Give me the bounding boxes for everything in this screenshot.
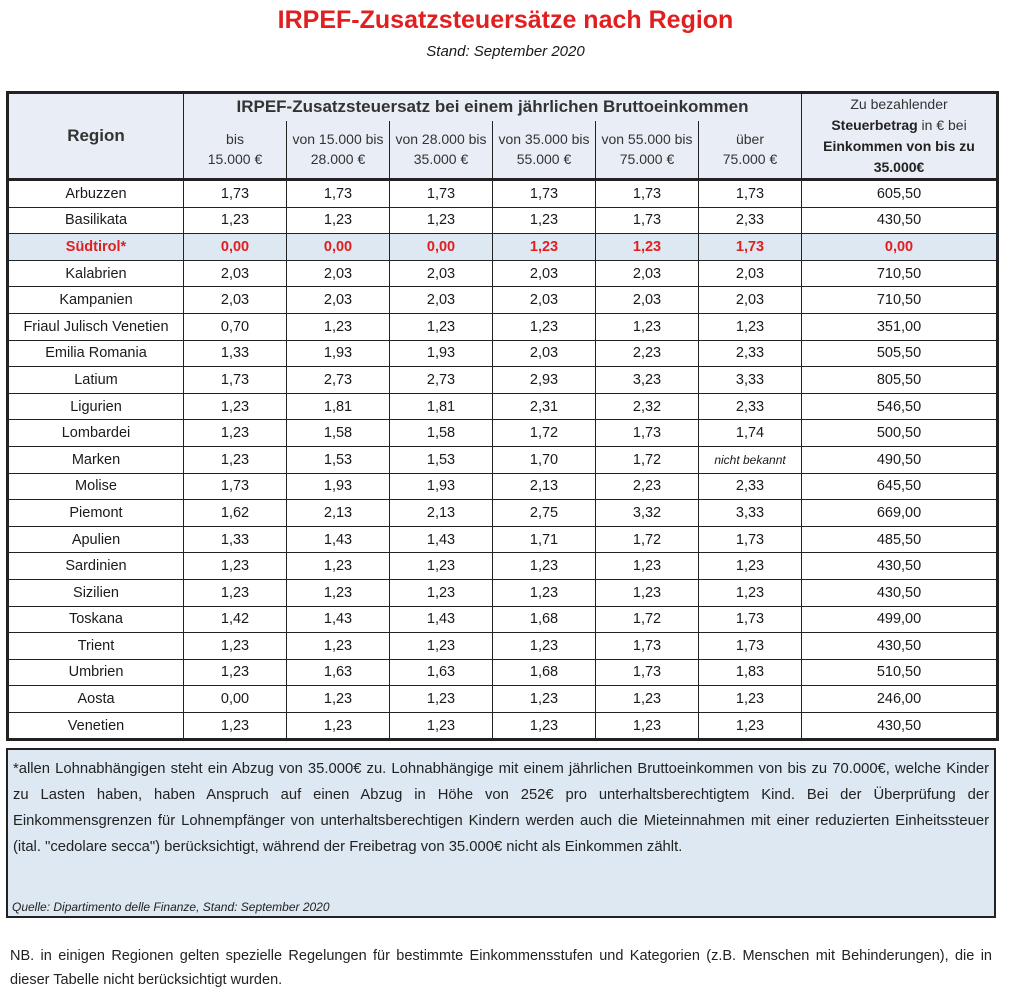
rate-cell: 1,23	[596, 712, 699, 740]
rate-cell: 1,23	[390, 553, 493, 580]
rate-cell: 1,23	[184, 659, 287, 686]
table-row	[8, 526, 998, 553]
amount-cell: 710,50	[802, 260, 998, 287]
rate-cell: 1,23	[390, 633, 493, 660]
rate-cell: nicht bekannt	[699, 446, 802, 473]
rate-cell: 2,33	[699, 393, 802, 420]
rate-cell: 2,33	[699, 473, 802, 500]
rate-cell: 1,23	[493, 313, 596, 340]
region-cell: Molise	[8, 473, 184, 500]
region-cell: Piemont	[8, 500, 184, 527]
rate-cell: 1,23	[287, 207, 390, 234]
amount-cell: 430,50	[802, 633, 998, 660]
region-cell: Friaul Julisch Venetien	[8, 313, 184, 340]
rate-cell: 0,00	[184, 234, 287, 261]
table-row	[8, 287, 998, 314]
rate-cell: 1,23	[699, 712, 802, 740]
amount-cell: 510,50	[802, 659, 998, 686]
rate-cell: 1,73	[596, 420, 699, 447]
amount-cell: 430,50	[802, 579, 998, 606]
rate-cell: 1,72	[596, 606, 699, 633]
rate-cell: 1,73	[699, 526, 802, 553]
rate-cell: 1,23	[493, 234, 596, 261]
rate-cell: 2,31	[493, 393, 596, 420]
nb-note: NB. in einigen Regionen gelten spezielle Regelungen für bestimmte Einkommensstufen und Kategorien (z.B. Menschen mit Behinderungen), die in dieser Tabelle nicht berücksichtigt wurden.	[10, 948, 992, 988]
rate-cell: 2,33	[699, 340, 802, 367]
region-cell: Emilia Romania	[8, 340, 184, 367]
rate-cell: 1,68	[493, 606, 596, 633]
rate-cell: 1,63	[390, 659, 493, 686]
rate-cell: 2,13	[287, 500, 390, 527]
rate-cell: 1,72	[596, 526, 699, 553]
region-cell: Ligurien	[8, 393, 184, 420]
bracket-column-header: von 15.000 bis 28.000 €	[287, 121, 390, 180]
rate-cell: 1,23	[493, 207, 596, 234]
rate-cell: 1,73	[699, 633, 802, 660]
rate-cell: 3,32	[596, 500, 699, 527]
bracket-column-header: von 28.000 bis 35.000 €	[390, 121, 493, 180]
table-row	[8, 500, 998, 527]
rate-cell: 1,73	[596, 207, 699, 234]
table-row	[8, 420, 998, 447]
amount-cell: 485,50	[802, 526, 998, 553]
table-row	[8, 579, 998, 606]
region-cell: Basilikata	[8, 207, 184, 234]
rate-cell: 1,73	[596, 633, 699, 660]
amount-cell: 490,50	[802, 446, 998, 473]
region-cell: Sardinien	[8, 553, 184, 580]
region-cell: Kampanien	[8, 287, 184, 314]
page-subtitle: Stand: September 2020	[426, 43, 585, 60]
amount-cell: 546,50	[802, 393, 998, 420]
rate-cell: 1,23	[184, 446, 287, 473]
rate-cell: 2,03	[493, 340, 596, 367]
rate-cell: 1,23	[184, 207, 287, 234]
table-row	[8, 446, 998, 473]
rate-cell: 1,23	[596, 313, 699, 340]
region-cell: Venetien	[8, 712, 184, 740]
rate-cell: 1,23	[287, 633, 390, 660]
rate-cell: 1,23	[184, 553, 287, 580]
rate-cell: 1,23	[184, 579, 287, 606]
rate-cell: 1,23	[699, 579, 802, 606]
amount-cell: 505,50	[802, 340, 998, 367]
amount-cell: 430,50	[802, 553, 998, 580]
amount-cell: 499,00	[802, 606, 998, 633]
rate-cell: 1,71	[493, 526, 596, 553]
table-row	[8, 180, 998, 208]
rate-cell: 1,33	[184, 526, 287, 553]
rate-cell: 1,23	[184, 633, 287, 660]
rate-cell: 1,23	[493, 579, 596, 606]
amount-cell: 430,50	[802, 207, 998, 234]
rate-cell: 1,72	[493, 420, 596, 447]
rate-cell: 1,74	[699, 420, 802, 447]
rate-cell: 1,81	[287, 393, 390, 420]
table-row	[8, 633, 998, 660]
table-row	[8, 606, 998, 633]
rate-cell: 2,03	[493, 287, 596, 314]
rate-cell: 1,73	[287, 180, 390, 208]
rate-cell: 1,81	[390, 393, 493, 420]
region-cell: Toskana	[8, 606, 184, 633]
rate-cell: 1,23	[184, 712, 287, 740]
rate-cell: 1,23	[493, 686, 596, 713]
rate-cell: 2,03	[390, 287, 493, 314]
rate-cell: 0,00	[390, 234, 493, 261]
amount-cell: 710,50	[802, 287, 998, 314]
rate-cell: 2,03	[390, 260, 493, 287]
rate-cell: 1,23	[699, 553, 802, 580]
rate-cell: 1,62	[184, 500, 287, 527]
rate-cell: 2,03	[596, 260, 699, 287]
footnote-text: *allen Lohnabhängigen steht ein Abzug von 35.000€ zu. Lohnabhängige mit einem jährlichen Bruttoeinkommen von bis zu 70.000€, welche Kinder zu Lasten haben, haben Anspruch auf einen Abzug in Höhe von 252€ pro unterhaltsberechtigtem Kind. Bei der Überprüfung der Einkommensgrenzen für Lohnempfänger von unterhaltsberechtigen Kindern werden auch die Mieteinnahmen mit einer reduzierten Einheitssteuer (ital. "cedolare secca") berücksichtigt, während der Freibetrag von 35.000€ nicht als Einkommen zählt.	[13, 761, 989, 855]
rate-cell: 1,23	[596, 686, 699, 713]
table-row	[8, 712, 998, 740]
rate-cell: 0,00	[287, 234, 390, 261]
table-row	[8, 340, 998, 367]
rate-cell: 2,23	[596, 340, 699, 367]
rate-cell: 1,73	[699, 180, 802, 208]
table-row	[8, 659, 998, 686]
rate-cell: 3,33	[699, 500, 802, 527]
rate-cell: 1,73	[390, 180, 493, 208]
rate-cell: 1,23	[390, 313, 493, 340]
rate-cell: 0,00	[184, 686, 287, 713]
bracket-column-header: von 35.000 bis 55.000 €	[493, 121, 596, 180]
rate-cell: 1,63	[287, 659, 390, 686]
rate-cell: 1,23	[596, 553, 699, 580]
region-cell: Kalabrien	[8, 260, 184, 287]
rate-cell: 2,13	[390, 500, 493, 527]
amount-cell: 605,50	[802, 180, 998, 208]
amount-cell: 351,00	[802, 313, 998, 340]
table-row	[8, 473, 998, 500]
rate-cell: 1,73	[699, 606, 802, 633]
rate-cell: 1,23	[493, 633, 596, 660]
rate-cell: 1,23	[493, 712, 596, 740]
rate-group-header: IRPEF-Zusatzsteuersatz bei einem jährlichen Bruttoeinkommen	[184, 93, 802, 121]
table-row	[8, 686, 998, 713]
table-row	[8, 393, 998, 420]
amount-cell: 645,50	[802, 473, 998, 500]
rate-cell: 1,68	[493, 659, 596, 686]
source-note: Quelle: Dipartimento delle Finanze, Stand: September 2020	[12, 900, 330, 914]
rate-cell: 1,23	[596, 234, 699, 261]
region-cell: Trient	[8, 633, 184, 660]
bracket-column-header: über 75.000 €	[699, 121, 802, 180]
rate-cell: 2,23	[596, 473, 699, 500]
region-cell: Marken	[8, 446, 184, 473]
rate-cell: 2,03	[287, 260, 390, 287]
region-cell: Apulien	[8, 526, 184, 553]
rate-cell: 1,73	[699, 234, 802, 261]
tax-rate-table	[6, 91, 999, 741]
rate-cell: 1,70	[493, 446, 596, 473]
rate-cell: 2,03	[287, 287, 390, 314]
amount-column-header: Zu bezahlender Steuerbetrag in € bei Einkommen von bis zu 35.000€	[802, 93, 998, 180]
table-row	[8, 367, 998, 394]
rate-cell: 1,73	[184, 367, 287, 394]
rate-cell: 2,73	[390, 367, 493, 394]
rate-cell: 1,23	[390, 579, 493, 606]
region-cell: Aosta	[8, 686, 184, 713]
table-row	[8, 553, 998, 580]
rate-cell: 1,72	[596, 446, 699, 473]
rate-cell: 2,32	[596, 393, 699, 420]
rate-cell: 1,93	[390, 473, 493, 500]
rate-cell: 2,03	[699, 260, 802, 287]
rate-cell: 2,03	[184, 260, 287, 287]
region-cell: Umbrien	[8, 659, 184, 686]
rate-cell: 1,73	[596, 659, 699, 686]
bracket-column-header: bis 15.000 €	[184, 121, 287, 180]
rate-cell: 1,58	[390, 420, 493, 447]
rate-cell: 3,33	[699, 367, 802, 394]
rate-cell: 1,23	[287, 553, 390, 580]
rate-cell: 1,53	[390, 446, 493, 473]
rate-cell: 1,23	[699, 313, 802, 340]
rate-cell: 1,42	[184, 606, 287, 633]
amount-cell: 0,00	[802, 234, 998, 261]
table-row	[8, 234, 998, 261]
rate-cell: 1,23	[184, 420, 287, 447]
rate-cell: 2,93	[493, 367, 596, 394]
amount-cell: 669,00	[802, 500, 998, 527]
bracket-column-header: von 55.000 bis 75.000 €	[596, 121, 699, 180]
rate-cell: 1,23	[699, 686, 802, 713]
rate-cell: 2,03	[184, 287, 287, 314]
rate-cell: 1,23	[287, 579, 390, 606]
region-cell: Arbuzzen	[8, 180, 184, 208]
amount-cell: 430,50	[802, 712, 998, 740]
region-cell: Lombardei	[8, 420, 184, 447]
rate-cell: 1,23	[287, 686, 390, 713]
rate-cell: 1,33	[184, 340, 287, 367]
rate-cell: 0,70	[184, 313, 287, 340]
rate-cell: 1,23	[596, 579, 699, 606]
rate-cell: 1,58	[287, 420, 390, 447]
table-row	[8, 313, 998, 340]
rate-cell: 1,23	[390, 712, 493, 740]
rate-cell: 1,43	[390, 606, 493, 633]
rate-cell: 1,23	[287, 313, 390, 340]
rate-cell: 1,43	[287, 606, 390, 633]
rate-cell: 2,33	[699, 207, 802, 234]
amount-cell: 500,50	[802, 420, 998, 447]
region-cell: Südtirol*	[8, 234, 184, 261]
rate-cell: 1,73	[184, 180, 287, 208]
rate-cell: 2,03	[596, 287, 699, 314]
rate-cell: 3,23	[596, 367, 699, 394]
rate-cell: 1,23	[390, 686, 493, 713]
rate-cell: 1,23	[184, 393, 287, 420]
rate-cell: 2,73	[287, 367, 390, 394]
rate-cell: 1,83	[699, 659, 802, 686]
rate-cell: 2,13	[493, 473, 596, 500]
rate-cell: 1,53	[287, 446, 390, 473]
rate-cell: 1,43	[390, 526, 493, 553]
amount-cell: 805,50	[802, 367, 998, 394]
rate-cell: 1,73	[493, 180, 596, 208]
region-cell: Sizilien	[8, 579, 184, 606]
rate-cell: 1,93	[287, 340, 390, 367]
rate-cell: 2,03	[699, 287, 802, 314]
rate-cell: 1,73	[184, 473, 287, 500]
rate-cell: 1,23	[390, 207, 493, 234]
rate-cell: 1,73	[596, 180, 699, 208]
region-column-header: Region	[8, 93, 184, 180]
rate-cell: 1,93	[390, 340, 493, 367]
region-cell: Latium	[8, 367, 184, 394]
table-row	[8, 260, 998, 287]
rate-cell: 1,93	[287, 473, 390, 500]
rate-cell: 1,23	[287, 712, 390, 740]
page-title: IRPEF-Zusatzsteuersätze nach Region	[277, 6, 734, 34]
rate-cell: 2,03	[493, 260, 596, 287]
amount-cell: 246,00	[802, 686, 998, 713]
rate-cell: 1,23	[493, 553, 596, 580]
table-row	[8, 207, 998, 234]
rate-cell: 1,43	[287, 526, 390, 553]
rate-cell: 2,75	[493, 500, 596, 527]
footnote-box	[6, 748, 996, 918]
